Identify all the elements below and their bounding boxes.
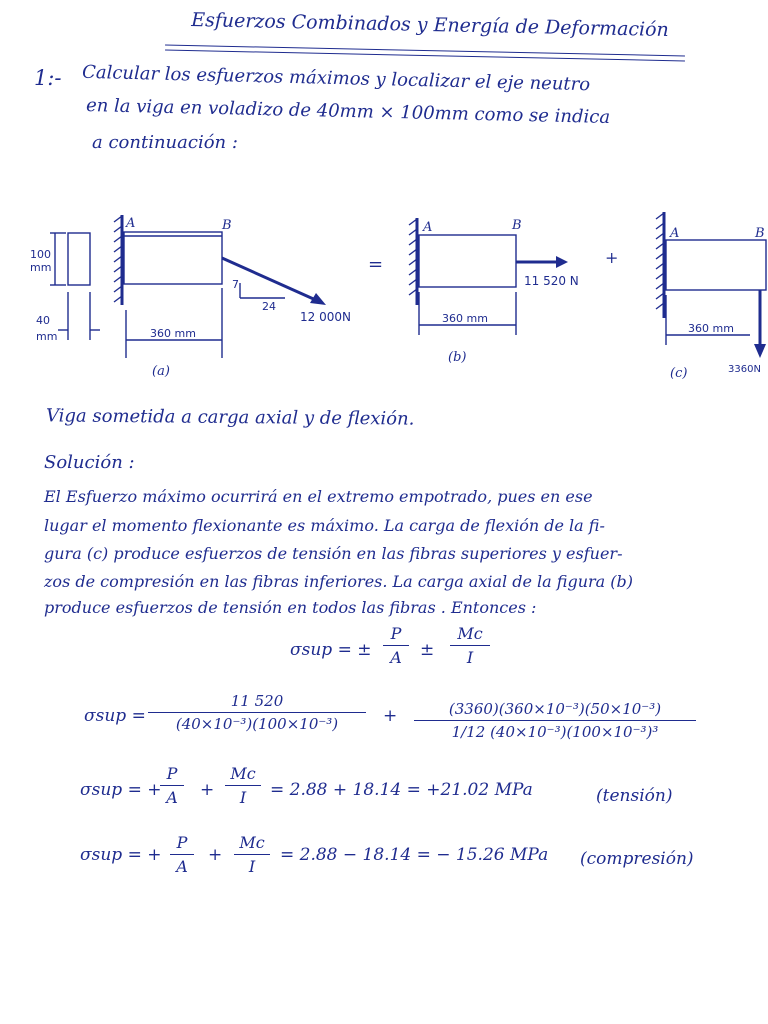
beam-b <box>419 235 516 287</box>
term-2-twelfth: 1/12 <box>451 723 486 741</box>
result-top-lhs: σsup = + <box>80 780 162 800</box>
formula-mc: Mc <box>457 624 483 643</box>
beam-figures <box>0 0 768 400</box>
result-top-mc: Mc <box>230 764 256 783</box>
formula-lhs: σsup = ± <box>290 640 372 660</box>
fig-a-length: 360 mm <box>150 327 196 340</box>
page-title: Esfuerzos Combinados y Energía de Deformación <box>190 9 670 41</box>
result-bottom-mc-over-i <box>234 833 270 876</box>
result-bottom-value: = 2.88 − 18.14 = − 15.26 MPa <box>280 845 549 865</box>
fig-a-slope-rise: 7 <box>232 278 239 291</box>
term-1-numerator: 11 520 <box>230 692 284 710</box>
load-arrowhead-c <box>754 344 766 358</box>
solution-line: produce esfuerzos de tensión en todos las fibras . Entonces : <box>44 598 537 617</box>
result-bottom-note: (compresión) <box>580 849 694 869</box>
result-top-a: A <box>166 788 178 807</box>
formula-p: P <box>390 624 402 643</box>
term-2-denominator: (40×10⁻³)(100×10⁻³)³ <box>490 723 659 741</box>
solution-line: El Esfuerzo máximo ocurrirá en el extremo empotrado, pues en ese <box>44 487 593 506</box>
statement-line: Calcular los esfuerzos máximos y localizar el eje neutro <box>81 61 591 96</box>
result-top-i: I <box>239 788 247 807</box>
solution-line: zos de compresión en las fibras inferiores. La carga axial de la figura (b) <box>44 572 633 591</box>
result-bottom-lhs: σsup = + <box>80 845 162 865</box>
fig-a-height-unit: mm <box>30 261 52 274</box>
fig-b-length: 360 mm <box>442 312 488 325</box>
fig-b-load: 11 520 N <box>524 274 579 288</box>
statement-line: en la viga en voladizo de 40mm × 100mm como se indica <box>85 95 611 128</box>
fig-a-caption: (a) <box>152 364 170 379</box>
problem-number: 1:- <box>34 66 62 90</box>
solution-line: lugar el momento flexionante es máximo. La carga de flexión de la fi- <box>44 516 605 535</box>
plus-sign: + <box>605 248 619 267</box>
beam-c <box>666 240 766 290</box>
fig-a-width-value: 40 <box>36 314 50 327</box>
result-top-p-over-a <box>160 764 184 807</box>
solution-heading: Solución : <box>44 452 135 473</box>
result-top-mc-over-i <box>225 764 261 807</box>
result-top-p: P <box>166 764 178 783</box>
fig-b-caption: (b) <box>448 350 467 365</box>
formula-i: I <box>466 648 474 667</box>
result-top-op: + <box>200 780 215 800</box>
fig-a-load: 12 000N <box>300 310 351 324</box>
formula-op: ± <box>420 640 435 660</box>
result-top-value: = 2.88 + 18.14 = +21.02 MPa <box>270 780 533 800</box>
result-bottom-a: A <box>176 857 188 876</box>
result-bottom-mc: Mc <box>239 833 265 852</box>
result-bottom-p-over-a <box>170 833 194 876</box>
fig-c-caption: (c) <box>670 366 688 381</box>
fig-b-point-a: A <box>423 220 433 235</box>
result-bottom-i: I <box>248 857 256 876</box>
fig-a-point-b: B <box>222 218 232 233</box>
load-arrowhead-b <box>556 256 568 268</box>
cross-section-rect <box>68 233 90 285</box>
fig-a-height-value: 100 <box>30 248 51 261</box>
term-1-denominator: (40×10⁻³)(100×10⁻³) <box>175 715 339 733</box>
figure-description: Viga sometida a carga axial y de flexión. <box>45 405 415 430</box>
substitution-term-1 <box>148 692 366 733</box>
term-2-denominator-wrap <box>414 723 696 741</box>
fig-b-point-b: B <box>512 218 522 233</box>
solution-line: gura (c) produce esfuerzos de tensión en las fibras superiores y esfuer- <box>44 544 623 563</box>
fig-a-slope-run: 24 <box>262 300 276 313</box>
term-2-numerator: (3360)(360×10⁻³)(50×10⁻³) <box>448 700 662 718</box>
formula-a: A <box>390 648 402 667</box>
substitution-lhs: σsup = <box>84 706 146 726</box>
fig-c-point-b: B <box>755 226 765 241</box>
beam-a <box>124 232 222 284</box>
fig-c-point-a: A <box>670 226 680 241</box>
equals-sign: = <box>368 254 384 275</box>
result-bottom-op: + <box>208 845 223 865</box>
fig-c-length: 360 mm <box>688 322 734 335</box>
substitution-plus: + <box>383 706 398 726</box>
formula-p-over-a <box>383 624 409 667</box>
fig-c-load: 3360N <box>728 364 761 375</box>
substitution-term-2 <box>414 700 696 741</box>
result-bottom-p: P <box>176 833 188 852</box>
formula-mc-over-i <box>450 624 490 667</box>
statement-line: a continuación : <box>92 132 238 153</box>
fig-a-width-unit: mm <box>36 330 58 343</box>
result-top-note: (tensión) <box>596 786 673 806</box>
fig-a-point-a: A <box>126 216 136 231</box>
